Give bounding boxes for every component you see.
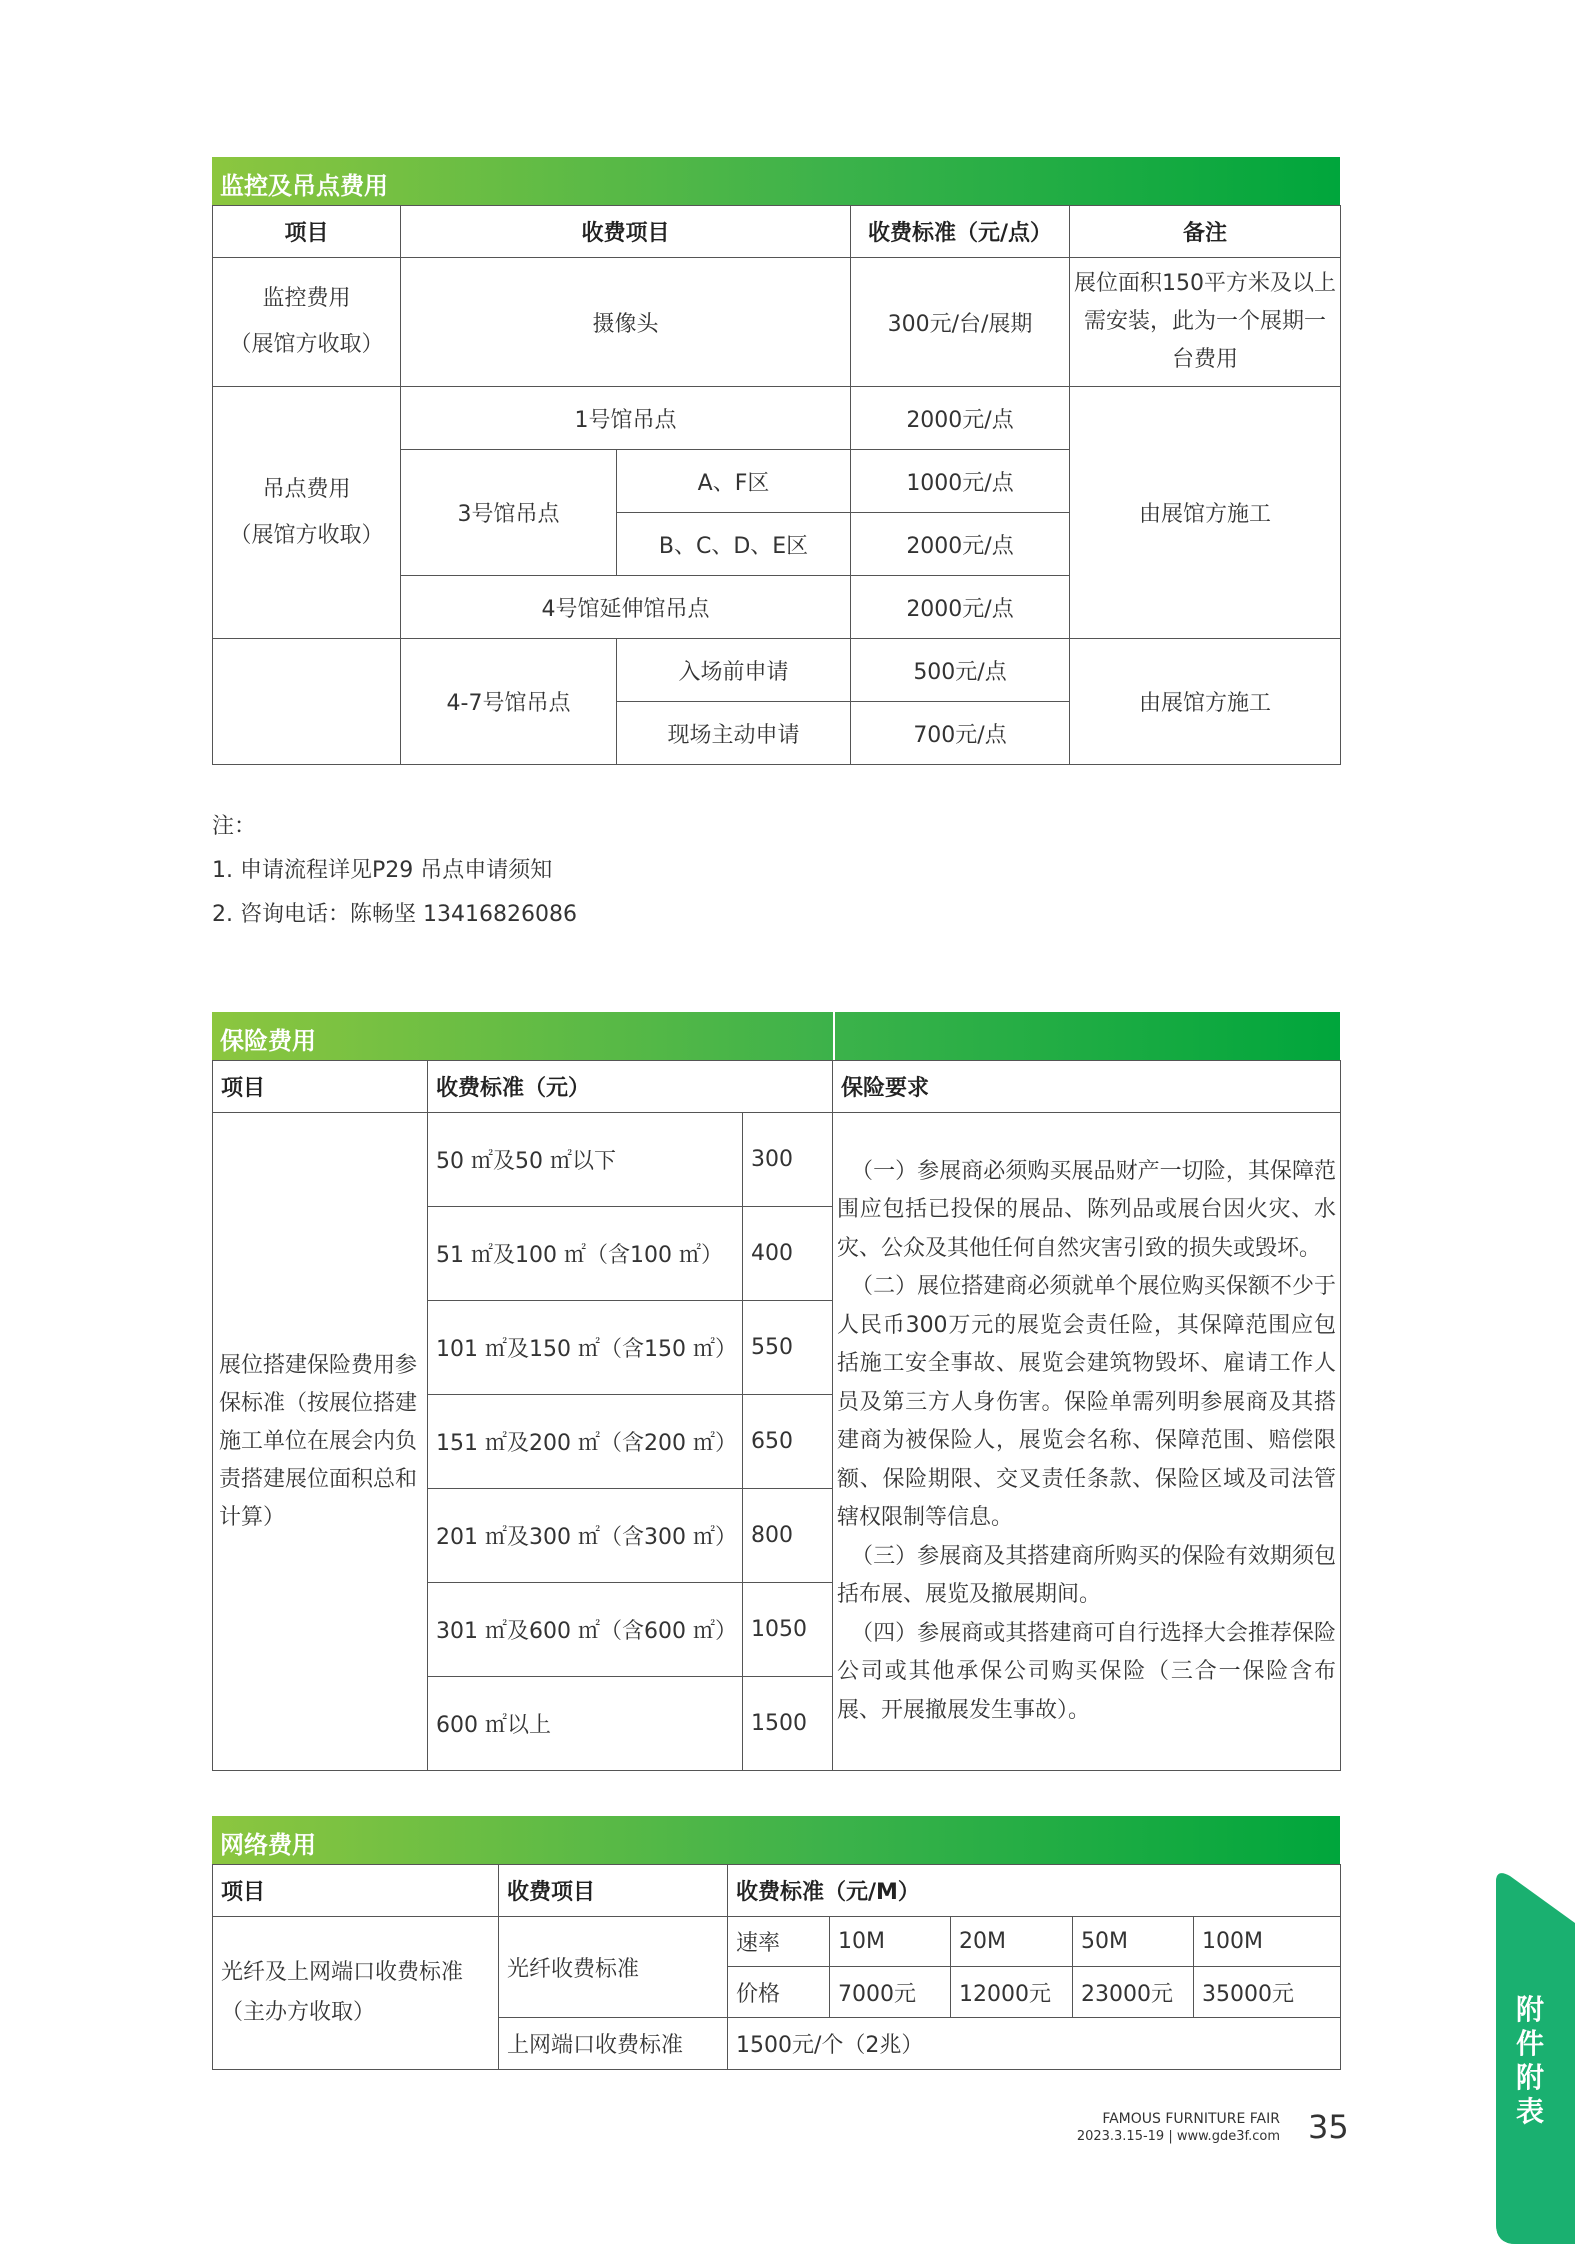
monitor-fee-item: 摄像头 — [401, 258, 851, 387]
hall3-label: 3号馆吊点 — [401, 450, 617, 576]
net-header-fee-item: 收费项目 — [499, 1865, 728, 1917]
speed-100m: 100M — [1194, 1917, 1341, 1967]
price-10m: 7000元 — [830, 1967, 951, 2018]
hall1-label: 1号馆吊点 — [401, 387, 851, 450]
ins-range: 151 ㎡及200 ㎡（含200 ㎡） — [428, 1395, 743, 1489]
surveillance-title-bar — [212, 157, 1340, 205]
hang-item-line2: （展馆方收取） — [229, 522, 384, 548]
surveillance-table — [212, 205, 1341, 765]
header-item: 项目 — [213, 206, 401, 258]
ins-fee: 550 — [743, 1301, 833, 1395]
insurance-title-bar — [212, 1012, 1340, 1060]
page-number: 35 — [1308, 2108, 1349, 2146]
ins-fee: 1050 — [743, 1583, 833, 1677]
header-fee-item: 收费项目 — [401, 206, 851, 258]
header-note: 备注 — [1070, 206, 1341, 258]
footer-brand-block — [1077, 2110, 1280, 2146]
port-label: 上网端口收费标准 — [499, 2018, 728, 2070]
net-header-item: 项目 — [213, 1865, 499, 1917]
ins-range: 201 ㎡及300 ㎡（含300 ㎡） — [428, 1489, 743, 1583]
hall1-fee: 2000元/点 — [851, 387, 1070, 450]
ins-range: 101 ㎡及150 ㎡（含150 ㎡） — [428, 1301, 743, 1395]
ins-req-2: （二）展位搭建商必须就单个展位购买保额不少于人民币300万元的展览会责任险，其保障范围应包括施工安全事故、展览会建筑物毁坏、雇请工作人员及第三方人身伤害。保险单需列明参展商及其搭建商为被保险人，展览会名称、保障范围、赔偿限额、保险期限、交叉责任条款、保险区域及司法管辖权限制等信息。 — [837, 1274, 1337, 1531]
network-title-bar — [212, 1816, 1340, 1864]
footer-date-site: 2023.3.15-19 | www.gde3f.com — [1076, 2129, 1280, 2144]
appendix-tab-label[interactable]: 附件附表 — [1515, 1993, 1544, 2128]
hall47-onsite-fee: 700元/点 — [851, 702, 1070, 765]
ins-fee: 800 — [743, 1489, 833, 1583]
monitor-fee: 300元/台/展期 — [851, 258, 1070, 387]
ins-req-3: （三）参展商及其搭建商所购买的保险有效期须包括布展、展览及撤展期间。 — [837, 1543, 1337, 1608]
ins-range: 51 ㎡及100 ㎡（含100 ㎡） — [428, 1207, 743, 1301]
hall3-zone-af: A、F区 — [617, 450, 851, 513]
ins-fee: 650 — [743, 1395, 833, 1489]
hang-note-a: 由展馆方施工 — [1070, 387, 1341, 639]
insurance-title: 保险费用 — [220, 1027, 316, 1055]
hall47-label: 4-7号馆吊点 — [401, 639, 617, 765]
insurance-title-divider — [833, 1012, 835, 1060]
notes-block — [212, 805, 577, 937]
hall4ext-label: 4号馆延伸馆吊点 — [401, 576, 851, 639]
hall3-zone-bcde-fee: 2000元/点 — [851, 513, 1070, 576]
ins-header-item: 项目 — [213, 1061, 428, 1113]
price-50m: 23000元 — [1073, 1967, 1194, 2018]
price-100m: 35000元 — [1194, 1967, 1341, 2018]
ins-requirements — [833, 1113, 1341, 1771]
hall3-zone-bcde: B、C、D、E区 — [617, 513, 851, 576]
ins-fee: 400 — [743, 1207, 833, 1301]
hang-item — [213, 387, 401, 639]
note-item-2: 2. 咨询电话：陈畅坚 13416826086 — [212, 902, 577, 927]
footer-brand: FAMOUS FURNITURE FAIR — [1102, 2111, 1280, 2127]
ins-item: 展位搭建保险费用参保标准（按展位搭建施工单位在展会内负责搭建展位面积总和计算） — [213, 1113, 428, 1771]
net-item — [213, 1917, 499, 2070]
hang-note-b: 由展馆方施工 — [1070, 639, 1341, 765]
hang-item-line1: 吊点费用 — [262, 476, 351, 502]
insurance-table — [212, 1060, 1341, 1771]
monitor-item-line2: （展馆方收取） — [229, 332, 384, 357]
speed-10m: 10M — [830, 1917, 951, 1967]
net-item-line1: 光纤及上网端口收费标准 — [221, 1960, 464, 1985]
note-item-1: 1. 申请流程详见P29 吊点申请须知 — [212, 858, 553, 883]
ins-range: 600 ㎡以上 — [428, 1677, 743, 1771]
hall4ext-fee: 2000元/点 — [851, 576, 1070, 639]
speed-20m: 20M — [951, 1917, 1073, 1967]
hall47-pre: 入场前申请 — [617, 639, 851, 702]
ins-range: 301 ㎡及600 ㎡（含600 ㎡） — [428, 1583, 743, 1677]
monitor-item-line1: 监控费用 — [262, 286, 351, 311]
ins-req-1: （一）参展商必须购买展品财产一切险，其保障范围应包括已投保的展品、陈列品或展台因火灾、水灾、公众及其他任何自然灾害引致的损失或毁坏。 — [837, 1158, 1337, 1261]
fiber-label: 光纤收费标准 — [499, 1917, 728, 2018]
hall47-pre-fee: 500元/点 — [851, 639, 1070, 702]
speed-label: 速率 — [728, 1917, 830, 1967]
port-fee: 1500元/个（2兆） — [728, 2018, 1341, 2070]
monitor-item — [213, 258, 401, 387]
ins-fee: 300 — [743, 1113, 833, 1207]
surveillance-title: 监控及吊点费用 — [220, 172, 388, 200]
ins-req-4: （四）参展商或其搭建商可自行选择大会推荐保险公司或其他承保公司购买保险（三合一保险含布展、开展撤展发生事故）。 — [837, 1620, 1337, 1723]
price-20m: 12000元 — [951, 1967, 1073, 2018]
ins-fee: 1500 — [743, 1677, 833, 1771]
header-fee-standard: 收费标准（元/点） — [851, 206, 1070, 258]
net-header-fee: 收费标准（元/M） — [728, 1865, 1341, 1917]
ins-header-fee: 收费标准（元） — [428, 1061, 833, 1113]
hall47-onsite: 现场主动申请 — [617, 702, 851, 765]
notes-label: 注： — [212, 814, 257, 839]
network-title: 网络费用 — [220, 1831, 316, 1859]
price-label: 价格 — [728, 1967, 830, 2018]
monitor-note: 展位面积150平方米及以上需安装，此为一个展期一台费用 — [1070, 258, 1341, 387]
hall3-zone-af-fee: 1000元/点 — [851, 450, 1070, 513]
network-table — [212, 1864, 1341, 2070]
net-item-line2: （主办方收取） — [221, 2000, 376, 2025]
ins-range: 50 ㎡及50 ㎡以下 — [428, 1113, 743, 1207]
ins-header-req: 保险要求 — [833, 1061, 1341, 1113]
speed-50m: 50M — [1073, 1917, 1194, 1967]
